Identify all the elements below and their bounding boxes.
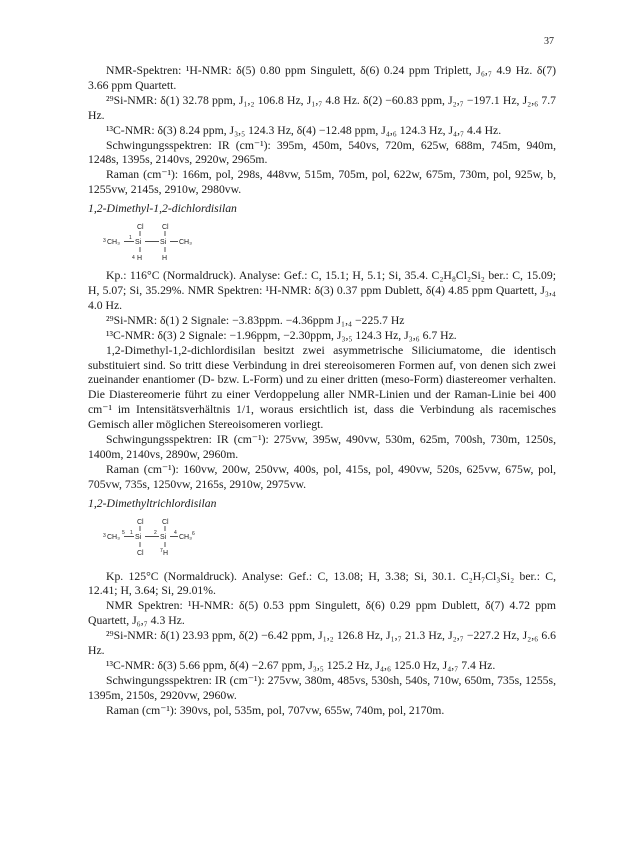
s2-cl-a: Cl (137, 224, 144, 232)
page-number: 37 (544, 36, 554, 47)
s2-kp: Kp.: 116°C (Normaldruck). Analyse: Gef.: C, 15.1; H, 5.1; Si, 35.4. C₂H₈Cl₂Si₂ ber.: C, 15.09; H, 5.07; Si, 35.29%. NMR Spektren: ¹H-NMR: δ(3) 0.37 ppm Dublett, δ(4) 4.85 ppm Quartett, J₃,₄ 4.0 Hz. (88, 269, 556, 312)
s3-ch3-left: CH₃ (107, 533, 120, 541)
s3-kp: Kp. 125°C (Normaldruck). Analyse: Gef.: C, 13.08; H, 3.38; Si, 30.1. C₂H₇Cl₃Si₂ ber.: C, 12.41; H, 3.64; Si, 29.01%. (88, 569, 556, 598)
s3-num-7: 7 (160, 547, 163, 554)
s2-ch3-right: CH₃ (179, 239, 192, 247)
s3-num-4: 4 (174, 529, 177, 536)
s1-ir: Schwingungsspektren: IR (cm⁻¹): 395m, 450m, 540vs, 720m, 625w, 688m, 745m, 940m, 1248s, 1395s, 2140vs, 2920w, 2965m. (88, 138, 556, 167)
s3-cl-b: Cl (162, 518, 169, 526)
s3-h: H (163, 549, 169, 557)
s2-ir: Schwingungsspektren: IR (cm⁻¹): 275vw, 395w, 490vw, 530m, 625m, 700sh, 730m, 1250s, 1400m, 2140vs, 2890w, 2960m. (88, 433, 556, 461)
s3-raman: Raman (cm⁻¹): 390vs, pol, 535m, pol, 707vw, 655w, 740m, pol, 2170m. (106, 703, 445, 717)
s3-ch3-right: CH₃ (179, 533, 192, 541)
s3-nmr-h: NMR Spektren: ¹H-NMR: δ(5) 0.53 ppm Singulett, δ(6) 0.29 ppm Dublett, δ(7) 4.72 ppm Quartett, J₆,₇ 4.3 Hz. (88, 599, 556, 628)
s3-title: 1,2-Dimethyltrichlordisilan (88, 496, 217, 510)
s2-raman: Raman (cm⁻¹): 160vw, 200w, 250vw, 400s, pol, 415s, pol, 490vw, 520s, 625vw, 675w, pol, 705vw, 735s, 1250vw, 2165s, 2910w, 2975vw. (88, 462, 556, 491)
s3-cl-a: Cl (137, 518, 144, 526)
s2-num-left: 3 (103, 238, 106, 245)
s2-h-a: H (137, 255, 143, 263)
s2-nmr-si: ²⁹Si-NMR: δ(1) 2 Signale: −3.83ppm. −4.36ppm J₁,₄ −225.7 Hz (106, 313, 405, 327)
s1-nmr-si: ²⁹Si-NMR: δ(1) 32.78 ppm, J₁,₂ 106.8 Hz, J₁,₇ 4.8 Hz. δ(2) −60.83 ppm, J₂,₇ −197.1 Hz, J₂,₆ 7.7 Hz. (88, 93, 556, 122)
s2-num-h: 4 (132, 255, 135, 262)
s2-si-b: Si (160, 239, 167, 247)
s1-raman: Raman (cm⁻¹): 166m, pol, 298s, 448vw, 515m, 705m, pol, 622w, 675m, 730m, pol, 925w, b, 1255vw, 2145s, 2910w, 2980vw. (88, 168, 556, 197)
s1-nmr-c: ¹³C-NMR: δ(3) 8.24 ppm, J₃,₅ 124.3 Hz, δ(4) −12.48 ppm, J₄,₆ 124.3 Hz, J₄,₇ 4.4 Hz. (106, 123, 502, 137)
s3-si-b: Si (160, 533, 167, 541)
s2-structure-diagram (102, 220, 252, 264)
s3-num-2: 2 (154, 529, 157, 536)
s3-num-3: 3 (103, 532, 106, 539)
s3-num-5: 5 (122, 529, 125, 536)
s3-num-1: 1 (130, 529, 133, 536)
s3-nmr-si: ²⁹Si-NMR: δ(1) 23.93 ppm, δ(2) −6.42 ppm, J₁,₂ 126.8 Hz, J₁,₇ 21.3 Hz, J₂,₇ −227.2 Hz, J₂,₆ 6.6 Hz. (88, 629, 556, 658)
s3-ir: Schwingungsspektren: IR (cm⁻¹): 275vw, 380m, 485vs, 530sh, 540s, 710w, 650m, 735s, 1255s, 1395m, 2150s, 2920vw, 2960w. (88, 673, 556, 702)
s2-nmr-c: ¹³C-NMR: δ(3) 2 Signale: −1.96ppm, −2.30ppm, J₃,₅ 124.3 Hz, J₃,₆ 6.7 Hz. (106, 328, 457, 342)
s3-num-6: 6 (192, 530, 195, 537)
s2-cl-b: Cl (162, 224, 169, 232)
s3-si-a: Si (135, 533, 142, 541)
page-body (88, 64, 556, 719)
s3-cl-c: Cl (137, 549, 144, 557)
s2-h-b: H (162, 255, 168, 263)
s3-nmr-c: ¹³C-NMR: δ(3) 5.66 ppm, δ(4) −2.67 ppm, J₃,₅ 125.2 Hz, J₄,₆ 125.0 Hz, J₄,₇ 7.4 Hz. (106, 659, 496, 672)
s2-discussion: 1,2-Dimethyl-1,2-dichlordisilan besitzt zwei asymmetrische Siliciumatome, die identisch substituiert sind. So tritt diese Verbindung in drei stereoisomeren Formen auf, von denen sich zwei zueinander enantiomer (D- bzw. L-Form) und zu einer dritten (meso-Form) diastereomer verhalten. Die Diastereomerie führt zu einer Verdoppelung aller NMR-Linien und der Raman-Linie bei 400 cm⁻¹ im Intensitätsverhältnis 1/1, woraus ersichtlich ist, dass die Verbindung als racemisches Gemisch aller möglichen Stereoisomeren vorliegt. (88, 343, 556, 432)
s2-si-a: Si (135, 239, 142, 247)
s2-title: 1,2-Dimethyl-1,2-dichlordisilan (88, 202, 237, 216)
s3-structure-diagram (102, 515, 252, 565)
s2-num-si-a: 1 (129, 235, 132, 242)
s2-ch3-left: CH₃ (107, 239, 120, 247)
s1-nmr-h: NMR-Spektren: ¹H-NMR: δ(5) 0.80 ppm Singulett, δ(6) 0.24 ppm Triplett, J₆,₇ 4.9 Hz. δ(7) 3.66 ppm Quartett. (88, 64, 556, 92)
